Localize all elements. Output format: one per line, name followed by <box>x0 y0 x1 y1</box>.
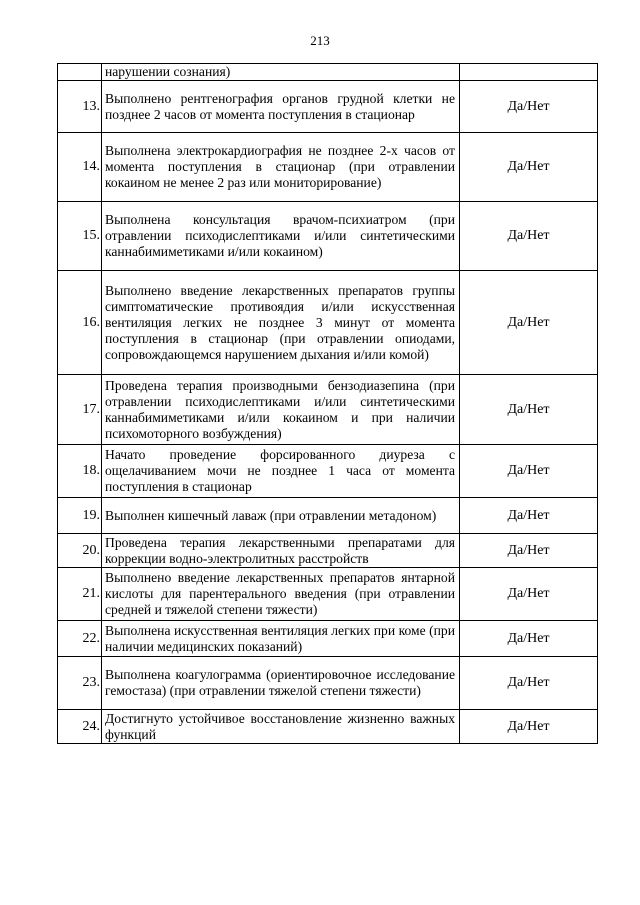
answer-cell: Да/Нет <box>460 657 598 710</box>
quality-criteria-table <box>57 63 598 744</box>
answer-cell: Да/Нет <box>460 375 598 445</box>
criterion-text: Проведена терапия лекарственными препаратами для коррекции водно-электролитных расстройств <box>102 534 460 568</box>
table-row <box>58 81 598 133</box>
row-number: 14. <box>58 133 102 202</box>
row-number: 13. <box>58 81 102 133</box>
criterion-text: Выполнена электрокардиография не позднее 2-х часов от момента поступления в стационар (при отравлении кокаином не менее 2 раз или мониторирование) <box>102 133 460 202</box>
answer-cell: Да/Нет <box>460 710 598 744</box>
answer-cell: Да/Нет <box>460 445 598 498</box>
row-number: 24. <box>58 710 102 744</box>
table-row <box>58 64 598 81</box>
table-row <box>58 375 598 445</box>
criterion-text: Выполнена искусственная вентиляция легких при коме (при наличии медицинских показаний) <box>102 621 460 657</box>
table-row <box>58 534 598 568</box>
answer-cell: Да/Нет <box>460 498 598 534</box>
page-number: 213 <box>310 33 330 48</box>
row-number: 19. <box>58 498 102 534</box>
table-row <box>58 657 598 710</box>
criterion-text: Выполнена консультация врачом-психиатром (при отравлении психодислептиками и/или синтетическими каннабимиметиками и/или кокаином) <box>102 202 460 271</box>
criterion-text: Достигнуто устойчивое восстановление жизненно важных функций <box>102 710 460 744</box>
criterion-text: Проведена терапия производными бензодиазепина (при отравлении психодислептиками и/или синтетическими каннабимиметиками и/или кокаином и при наличии психомоторного возбуждения) <box>102 375 460 445</box>
table-row <box>58 133 598 202</box>
table-row <box>58 271 598 375</box>
row-number: 18. <box>58 445 102 498</box>
table-row <box>58 568 598 621</box>
table-row <box>58 498 598 534</box>
criterion-text: Начато проведение форсированного диуреза с ощелачиванием мочи не позднее 1 часа от момента поступления в стационар <box>102 445 460 498</box>
row-number: 16. <box>58 271 102 375</box>
criterion-text: Выполнено введение лекарственных препаратов янтарной кислоты для парентерального введения (при отравлении средней и тяжелой степени тяжести) <box>102 568 460 621</box>
criterion-text: Выполнено рентгенография органов грудной клетки не позднее 2 часов от момента поступления в стационар <box>102 81 460 133</box>
criterion-text: Выполнена коагулограмма (ориентировочное исследование гемостаза) (при отравлении тяжелой степени тяжести) <box>102 657 460 710</box>
table-row <box>58 710 598 744</box>
table-row <box>58 445 598 498</box>
answer-cell: Да/Нет <box>460 534 598 568</box>
answer-cell: Да/Нет <box>460 133 598 202</box>
row-number <box>58 64 102 81</box>
answer-cell: Да/Нет <box>460 81 598 133</box>
answer-cell <box>460 64 598 81</box>
answer-cell: Да/Нет <box>460 568 598 621</box>
answer-cell: Да/Нет <box>460 621 598 657</box>
answer-cell: Да/Нет <box>460 202 598 271</box>
row-number: 20. <box>58 534 102 568</box>
table-row <box>58 621 598 657</box>
table-row <box>58 202 598 271</box>
row-number: 17. <box>58 375 102 445</box>
row-number: 23. <box>58 657 102 710</box>
row-number: 22. <box>58 621 102 657</box>
criterion-text: нарушении сознания) <box>102 64 460 81</box>
row-number: 21. <box>58 568 102 621</box>
criterion-text: Выполнено введение лекарственных препаратов группы симптоматические противоядия и/или искусственная вентиляция легких не позднее 3 минут от момента поступления в стационар (при отравлении опиодами, сопровождающемся нарушением дыхания и/или комой) <box>102 271 460 375</box>
row-number: 15. <box>58 202 102 271</box>
criterion-text: Выполнен кишечный лаваж (при отравлении метадоном) <box>102 498 460 534</box>
answer-cell: Да/Нет <box>460 271 598 375</box>
